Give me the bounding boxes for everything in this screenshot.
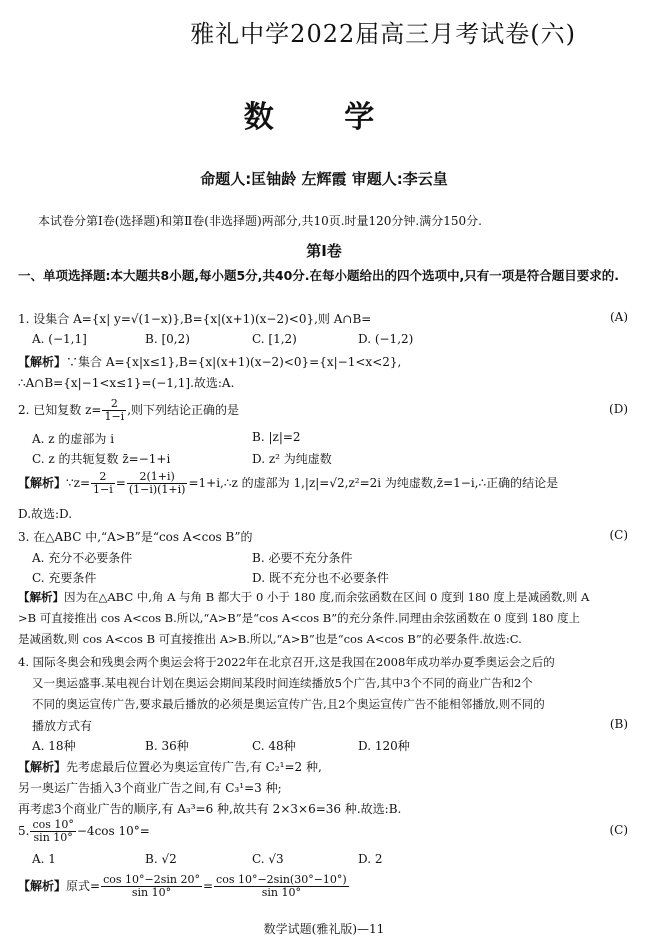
q2-option-a: A. z 的虚部为 i xyxy=(32,432,115,446)
q2-answer: (D) xyxy=(609,402,628,416)
page-footer: 数学试题(雅礼版)—11 xyxy=(263,922,385,936)
q1-option-d: D. (−1,2) xyxy=(358,332,414,346)
q5-option-a: A. 1 xyxy=(32,852,56,866)
exam-title: 雅礼中学2022届高三月考试卷(六) xyxy=(190,20,576,48)
q5-analysis xyxy=(18,874,350,899)
q2-option-c: C. z 的共轭复数 z̄=−1+i xyxy=(32,452,171,466)
q3-option-b: B. 必要不充分条件 xyxy=(252,551,353,565)
analysis-tag: 【解析】 xyxy=(18,476,67,490)
q3-answer: (C) xyxy=(609,528,628,542)
analysis-text: =1+i,∴z 的虚部为 1,|z|=√2,z²=2i 为纯虚数,z̄=1−i,∴正确的结论是 xyxy=(188,476,559,490)
q1-answer: (A) xyxy=(609,310,628,324)
authors-line: 命题人:匡铀龄 左辉霞 审题人:李云皇 xyxy=(200,170,448,188)
subject-title: 数 学 xyxy=(243,100,405,135)
analysis-tag: 【解析】 xyxy=(18,355,67,369)
analysis-fraction-1 xyxy=(91,471,115,496)
q3-option-d: D. 既不充分也不必要条件 xyxy=(252,571,389,585)
q4-option-d: D. 120种 xyxy=(358,739,410,753)
q4-stem: 4. 国际冬奥会和残奥会两个奥运会将于2022年在北京召开,这是我国在2008年成功举办夏季奥运会之后的 xyxy=(18,655,555,669)
q5-option-c: C. √3 xyxy=(252,852,284,866)
fraction-denominator: 1−i xyxy=(93,483,113,496)
fraction-numerator: 2 xyxy=(91,471,115,484)
q2-option-d: D. z² 为纯虚数 xyxy=(252,452,332,466)
equals-sign: = xyxy=(115,476,126,490)
q1-analysis xyxy=(18,353,401,370)
volume-heading: 第Ⅰ卷 xyxy=(306,242,342,260)
fraction-numerator: cos 10° xyxy=(32,818,74,831)
q1-option-c: C. [1,2) xyxy=(252,332,297,346)
analysis-fraction-1 xyxy=(101,874,202,899)
q2-option-b: B. |z|=2 xyxy=(252,430,301,444)
q4-stem-line4: 播放方式有 xyxy=(32,719,93,733)
q4-option-a: A. 18种 xyxy=(32,739,76,753)
q3-analysis-line3: 是减函数,则 cos A<cos B 可直接推出 A>B.所以,“A>B”也是“cos A<cos B”的必要条件.故选:C. xyxy=(18,632,522,646)
analysis-text: 先考虑最后位置必为奥运宣传广告,有 C₂¹=2 种, xyxy=(66,760,322,774)
exam-intro: 本试卷分第Ⅰ卷(选择题)和第Ⅱ卷(非选择题)两部分,共10页.时量120分钟.满分150分. xyxy=(38,214,482,228)
q2-stem-pre: 2. 已知复数 z= xyxy=(18,403,102,417)
analysis-text: 因为在△ABC 中,角 A 与角 B 都大于 0 小于 180 度,而余弦函数在区间 0 度到 180 度上是减函数,则 A xyxy=(64,590,590,604)
q4-option-c: C. 48种 xyxy=(252,739,296,753)
analysis-text: 原式= xyxy=(66,879,101,893)
q4-stem-line2: 又一奥运盛事.某电视台计划在奥运会期间某段时间连续播放5个广告,其中3个不同的商业广告和2个 xyxy=(32,676,533,690)
q4-analysis-line2: 另一奥运广告插入3个商业广告之间,有 C₃¹=3 种; xyxy=(18,781,282,795)
fraction-numerator: 2 xyxy=(102,398,126,411)
fraction-numerator: cos 10°−2sin(30°−10°) xyxy=(216,873,347,886)
fraction-denominator: 1−i xyxy=(104,410,125,423)
analysis-text: ∵集合 A={x|x≤1},B={x|(x+1)(x−2)<0}={x|−1<x<2}, xyxy=(66,355,402,369)
fraction-numerator: 2(1+i) xyxy=(127,471,188,484)
q1-analysis-line2: ∴A∩B={x|−1<x≤1}=(−1,1].故选:A. xyxy=(18,376,235,390)
fraction-denominator: sin 10° xyxy=(33,831,73,844)
q4-analysis-line3: 再考虑3个商业广告的顺序,有 A₃³=6 种,故共有 2×3×6=36 种.故选:B. xyxy=(18,802,402,816)
q4-option-b: B. 36种 xyxy=(145,739,189,753)
q1-option-a: A. (−1,1] xyxy=(32,332,87,346)
analysis-fraction-2 xyxy=(214,874,349,899)
q5-option-d: D. 2 xyxy=(358,852,383,866)
q3-analysis xyxy=(18,589,589,605)
fraction-numerator: cos 10°−2sin 20° xyxy=(103,873,200,886)
q5-stem-pre: 5. xyxy=(18,824,30,838)
fraction-denominator: sin 10° xyxy=(131,886,172,899)
q2-stem xyxy=(18,398,239,423)
q5-option-b: B. √2 xyxy=(145,852,177,866)
analysis-fraction-2 xyxy=(127,471,188,496)
fraction-denominator: (1−i)(1+i) xyxy=(128,483,186,496)
q3-analysis-line2: >B 可直接推出 cos A<cos B.所以,“A>B”是“cos A<cos B”的充分条件.同理由余弦函数在 0 度到 180 度上 xyxy=(18,611,581,625)
analysis-text: ∵z= xyxy=(66,476,91,490)
equals-sign: = xyxy=(202,879,214,893)
q3-stem: 3. 在△ABC 中,“A>B”是“cos A<cos B”的 xyxy=(18,530,253,544)
q3-option-c: C. 充要条件 xyxy=(32,571,97,585)
q5-stem-post: −4cos 10°= xyxy=(76,824,150,838)
q1-stem: 1. 设集合 A={x| y=√(1−x)},B={x|(x+1)(x−2)<0},则 A∩B= xyxy=(18,312,372,326)
q2-stem-fraction xyxy=(102,398,126,423)
q4-answer: (B) xyxy=(609,717,628,731)
analysis-tag: 【解析】 xyxy=(18,879,67,893)
q5-answer: (C) xyxy=(609,823,628,837)
analysis-tag: 【解析】 xyxy=(18,760,67,774)
fraction-denominator: sin 10° xyxy=(261,886,301,899)
q1-option-b: B. [0,2) xyxy=(145,332,190,346)
q4-analysis xyxy=(18,758,322,775)
section-heading: 一、单项选择题:本大题共8小题,每小题5分,共40分.在每小题给出的四个选项中,只有一项是符合题目要求的. xyxy=(18,268,620,283)
analysis-tag: 【解析】 xyxy=(18,590,64,604)
q2-analysis xyxy=(18,471,558,496)
q5-stem-fraction xyxy=(30,819,75,844)
q5-stem xyxy=(18,819,150,844)
q2-stem-post: ,则下列结论正确的是 xyxy=(127,403,240,417)
q3-option-a: A. 充分不必要条件 xyxy=(32,551,133,565)
q4-stem-line3: 不同的奥运宣传广告,要求最后播放的必须是奥运宣传广告,且2个奥运宣传广告不能相邻播放,则不同的 xyxy=(32,697,545,711)
q2-analysis-line2: D.故选:D. xyxy=(18,507,73,521)
